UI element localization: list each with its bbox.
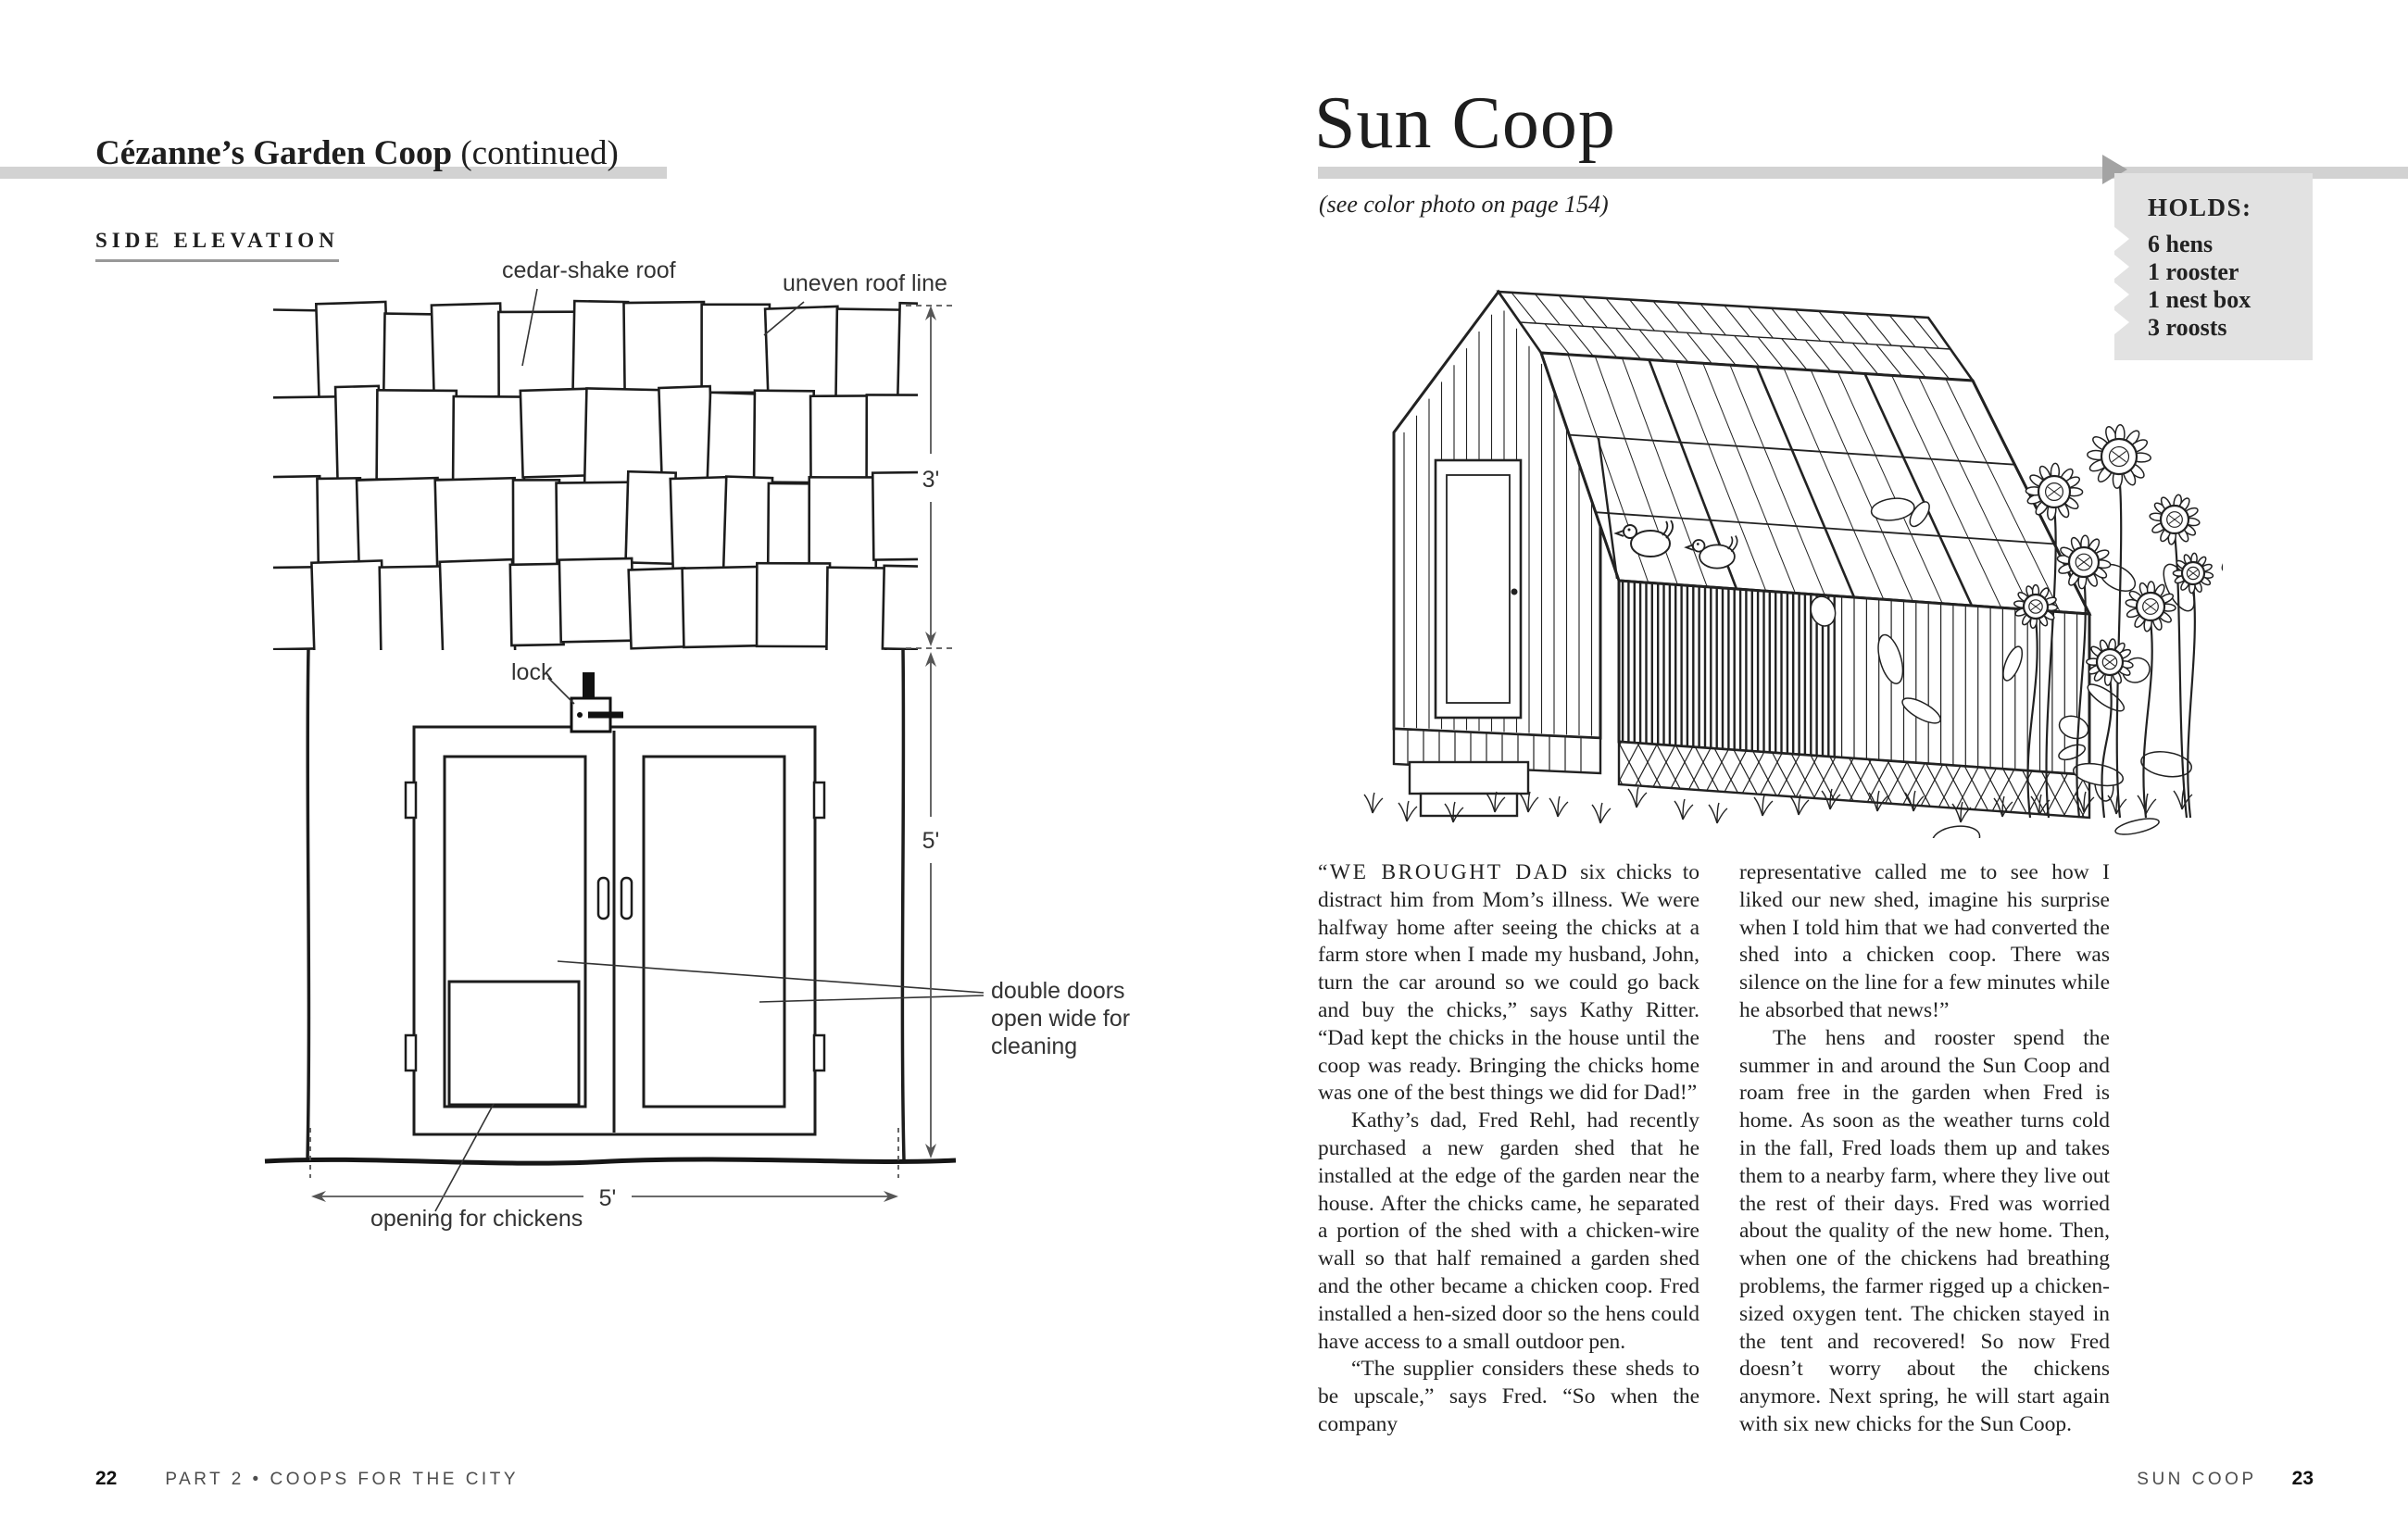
shingle — [765, 307, 841, 401]
shingle — [671, 477, 729, 573]
holds-box — [2114, 173, 2313, 360]
grass-tuft — [1549, 796, 1568, 817]
wall-left-edge — [307, 648, 308, 1160]
coop-door-panel — [1447, 475, 1510, 703]
hinge — [814, 1035, 824, 1070]
shingle — [723, 477, 772, 570]
shingle — [897, 303, 975, 405]
label-lock: lock — [511, 659, 553, 685]
leader-opening — [435, 1104, 494, 1211]
shingle — [835, 309, 902, 407]
grass-tuft — [1592, 803, 1611, 823]
step-top — [1410, 762, 1528, 794]
shingle — [259, 476, 321, 569]
hinge — [406, 783, 416, 818]
paragraph: “The supplier considers these sheds to be upscale,” says Fred. “So when the company — [1318, 1357, 1699, 1436]
shingle — [629, 568, 687, 648]
holds-item: 1 nest box — [2148, 286, 2251, 313]
door-handle — [621, 878, 632, 919]
article-column-1 — [1318, 859, 1699, 1439]
shingle-roof — [259, 301, 976, 657]
shingle — [702, 305, 770, 393]
grass-tuft — [1709, 803, 1727, 823]
left-footer — [95, 1468, 519, 1490]
leaf — [2139, 748, 2193, 780]
shingle — [432, 304, 503, 399]
left-page-number: 22 — [95, 1468, 118, 1489]
shingle — [809, 477, 876, 569]
holds-item: 1 rooster — [2148, 258, 2239, 285]
grass-tuft — [1364, 793, 1383, 813]
shingle — [810, 395, 870, 482]
door-handle — [598, 878, 608, 919]
shingle — [510, 564, 564, 645]
left-page-title-main: Cézanne’s Garden Coop — [95, 134, 453, 172]
lock-stem — [583, 672, 595, 700]
left-page-title — [95, 133, 619, 173]
shingle — [520, 389, 590, 478]
dim-label-roof-height: 3' — [922, 467, 940, 493]
grass-tuft — [1674, 799, 1693, 820]
grass-tuft — [1398, 801, 1417, 821]
shingle — [311, 560, 384, 655]
stem — [2143, 620, 2151, 818]
label-opening-for-chickens: opening for chickens — [370, 1206, 583, 1232]
article-column-2 — [1739, 859, 2110, 1439]
right-page-number: 23 — [2291, 1468, 2314, 1489]
left-page-title-suffix: (continued) — [452, 134, 619, 172]
left-footer-section: PART 2 • COOPS FOR THE CITY — [165, 1470, 519, 1489]
glazed-roof — [1541, 353, 2089, 614]
leaf — [2218, 536, 2223, 575]
side-elevation-diagram — [259, 241, 1315, 1278]
holds-item: 6 hens — [2148, 231, 2214, 257]
hinge — [406, 1035, 416, 1070]
leaf — [1931, 823, 1981, 838]
shingle — [658, 386, 713, 480]
shingle — [559, 558, 633, 642]
stem — [2188, 584, 2195, 818]
section-label: SIDE ELEVATION — [95, 229, 339, 262]
grass-tuft — [1520, 792, 1538, 812]
shingle — [377, 390, 457, 480]
shingle — [683, 567, 761, 647]
paragraph-lead-in: “WE BROUGHT DAD — [1318, 860, 1570, 884]
paragraph: Kathy’s dad, Fred Rehl, had recently purchased a new garden shed that he installed at the edge of the garden near the house. After the chicks came, he separated a portion of the shed with a chicken-wire wall so that half remained a garden shed and the other became a chicken coop. Fred installed a hen-sized door so the hens could have access to a small outdoor pen. — [1318, 1108, 1699, 1354]
right-page-subtitle: (see color photo on page 154) — [1319, 191, 1609, 218]
shingle — [380, 566, 445, 657]
label-uneven-roof-line: uneven roof line — [783, 270, 947, 296]
leader-right-door — [759, 995, 984, 1002]
holds-list — [2114, 231, 2313, 342]
shingle — [317, 478, 361, 568]
shingle — [626, 471, 676, 564]
wall-right-edge — [902, 648, 904, 1160]
step-bottom — [1421, 794, 1517, 816]
sun-coop-illustration — [1324, 218, 2223, 838]
shingle — [335, 386, 381, 481]
leader-left-door — [558, 961, 984, 993]
shingle — [708, 393, 759, 485]
right-page-title: Sun Coop — [1314, 82, 1616, 164]
right-footer — [1982, 1468, 2314, 1490]
shingle — [872, 472, 925, 560]
grass-tuft — [1754, 795, 1773, 816]
leaf — [2114, 816, 2161, 838]
paragraph: The hens and rooster spend the summer in and around the Sun Coop and roam free in the garden when Fred is home. As soon as the weather turns cold in the fall, Fred loads them up and takes them to a nearby farm, where they live out the rest of their days. Fred was worried about the quality of the new home. Then, when one of the chickens had breathing problems, the farmer rigged up a chicken-sized oxygen tent. The chicken stayed in the tent and recovered! So now Fred doesn’t worry about the chickens anymore. Next spring, he will start again with six new chicks for the Sun Coop. — [1739, 1025, 2111, 1436]
grass-tuft — [1628, 787, 1647, 808]
shingle — [259, 567, 316, 649]
dim-label-wall-height: 5' — [922, 828, 940, 854]
label-double-doors-2: open wide for — [991, 1006, 1131, 1032]
label-double-doors-3: cleaning — [991, 1033, 1078, 1059]
grass-tuft — [2138, 794, 2156, 814]
dim-label-width: 5' — [598, 1185, 617, 1211]
paragraph — [1318, 859, 1699, 1108]
shingle — [826, 568, 886, 657]
doorknob — [1511, 589, 1518, 595]
chicken-opening — [449, 982, 579, 1105]
shingle — [260, 396, 340, 485]
right-door-panel — [644, 757, 784, 1107]
lock-pin — [577, 712, 583, 718]
holds-heading: HOLDS: — [2148, 194, 2252, 221]
holds-item: 3 roosts — [2148, 314, 2227, 341]
right-footer-section: SUN COOP — [2137, 1470, 2257, 1489]
paragraph: representative called me to see how I liked our new shed, imagine his surprise when I told him that we had converted the shed into a chicken coop. There was silence on the line for a few minutes while he absorbed that news!” — [1739, 860, 2110, 1022]
label-cedar-shake-roof: cedar-shake roof — [502, 257, 676, 283]
shingle — [754, 391, 814, 482]
hinge — [814, 783, 824, 818]
label-double-doors-1: double doors — [991, 978, 1125, 1004]
shingle — [757, 563, 830, 646]
ground-line — [265, 1159, 956, 1163]
shingle — [440, 559, 515, 655]
paragraph-text: six chicks to distract him from Mom’s illness. We were halfway home after seeing the chicks at a farm store when I made my husband, John, turn the car around so we could go back and buy the chicks,” says Kathy Ritter. “Dad kept the chicks in the house until the coop was ready. Bringing the chicks home was one of the best things we did for Dad!” — [1318, 860, 1699, 1106]
